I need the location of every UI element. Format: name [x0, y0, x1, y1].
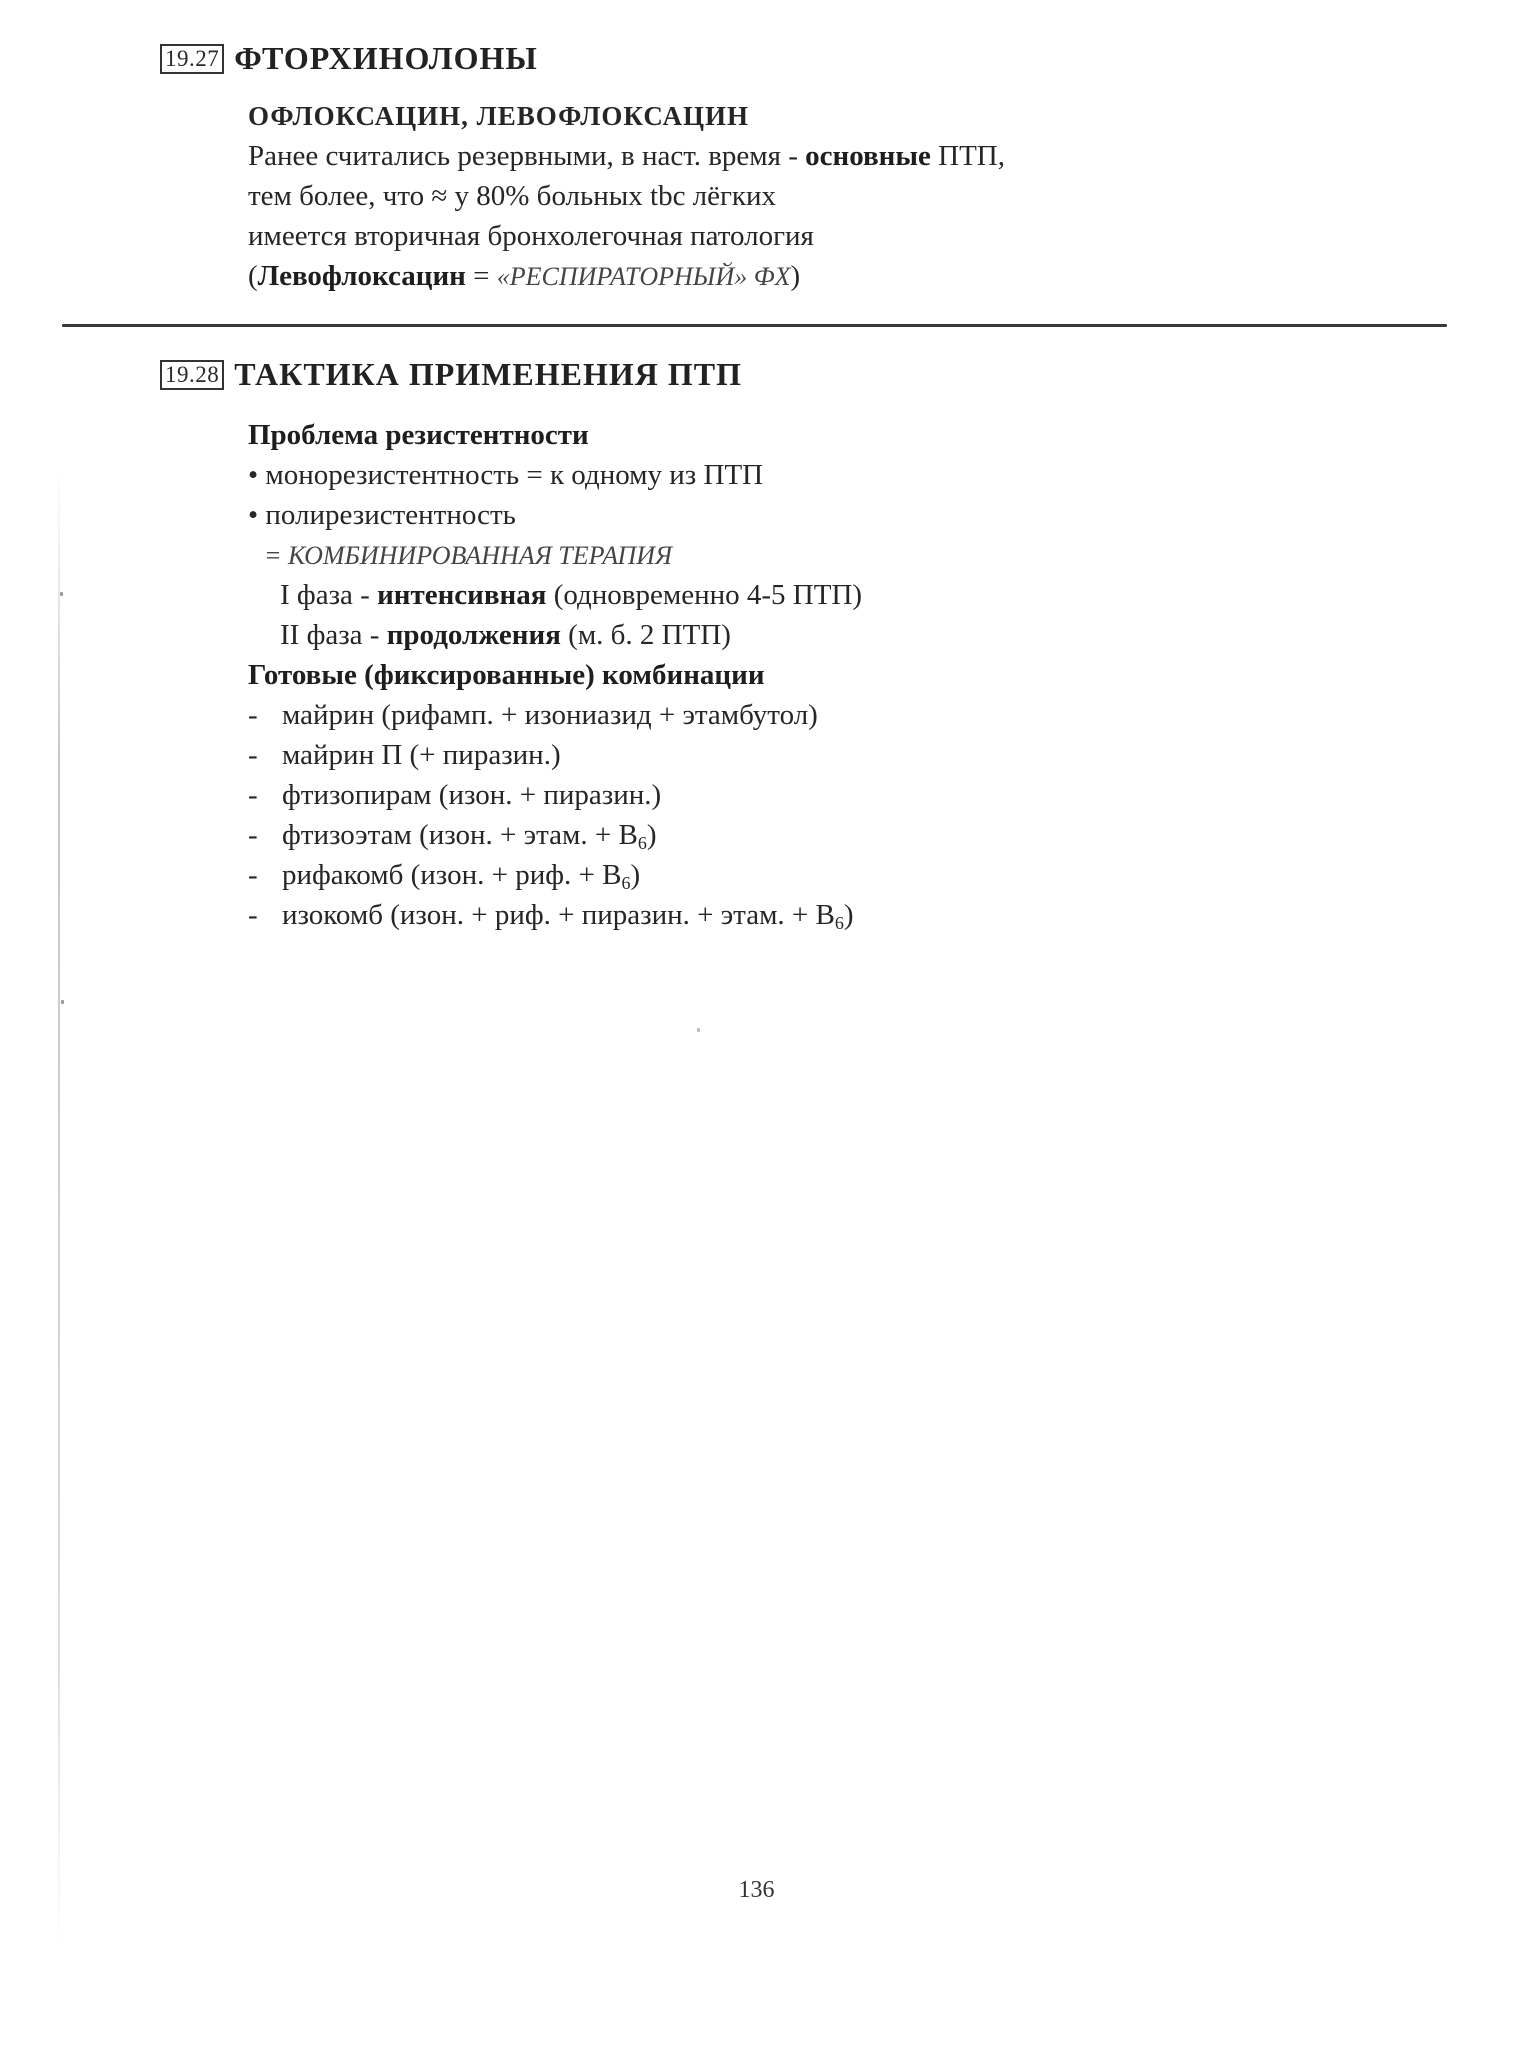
- text-line: тем более, что ≈ у 80% больных tbc лёгких: [248, 180, 777, 212]
- subscript: 6: [834, 913, 844, 933]
- subscript: 6: [621, 873, 631, 893]
- subscript: 6: [637, 833, 647, 853]
- list-item-text: майрин П (+ пиразин.): [282, 739, 561, 771]
- section-heading-tactics: [160, 356, 742, 393]
- text-span: ): [790, 260, 801, 292]
- scan-speck: [61, 1000, 64, 1004]
- resistance-heading: Проблема резистентности: [248, 419, 589, 451]
- list-item: [248, 735, 862, 775]
- list-dash: -: [248, 819, 258, 851]
- drug-subheading: ОФЛОКСАЦИН, ЛЕВОФЛОКСАЦИН: [248, 101, 749, 131]
- text-line: [248, 256, 1005, 296]
- list-item-text: изокомб (изон. + риф. + пиразин. + этам. + B: [282, 899, 835, 931]
- list-item: [248, 695, 862, 735]
- list-dash: -: [248, 739, 258, 771]
- list-item-text: ): [646, 819, 657, 851]
- list-item: [248, 855, 862, 895]
- section-divider: [62, 324, 1447, 327]
- text-span: (одновременно 4-5 ПТП): [546, 579, 863, 611]
- section-title: ТАКТИКА ПРИМЕНЕНИЯ ПТП: [234, 356, 742, 392]
- list-dash: -: [248, 899, 258, 931]
- section-body-fluoroquinolones: [248, 96, 1005, 296]
- bold-term: основные: [805, 140, 931, 172]
- list-item: [248, 775, 862, 815]
- section-number: 19.27: [160, 44, 224, 74]
- list-item-text: ): [843, 899, 854, 931]
- text-span: II фаза -: [280, 619, 387, 651]
- list-item: [248, 895, 862, 935]
- section-title: ФТОРХИНОЛОНЫ: [234, 40, 538, 76]
- text-span: =: [465, 260, 497, 292]
- list-dash: -: [248, 859, 258, 891]
- page-number: 136: [738, 1877, 775, 1903]
- scan-speck: [60, 592, 63, 596]
- bold-term: интенсивная: [377, 579, 547, 611]
- list-item: [248, 815, 862, 855]
- text-span: ПТП,: [930, 140, 1005, 172]
- text-span: I фаза -: [280, 579, 378, 611]
- bold-term: продолжения: [386, 619, 561, 651]
- list-item-text: фтизоэтам (изон. + этам. + B: [282, 819, 638, 851]
- combinations-heading: Готовые (фиксированные) комбинации: [248, 659, 765, 691]
- list-dash: -: [248, 699, 258, 731]
- phase-line: [248, 575, 862, 615]
- section-body-tactics: [248, 415, 862, 935]
- phase-line: [248, 615, 862, 655]
- bold-term: Левофлоксацин: [257, 260, 466, 292]
- scan-speck: [697, 1028, 700, 1032]
- section-heading-fluoroquinolones: [160, 40, 538, 77]
- list-item-text: майрин (рифамп. + изониазид + этамбутол): [282, 699, 818, 731]
- italic-term: = КОМБИНИРОВАННАЯ ТЕРАПИЯ: [264, 541, 673, 570]
- list-item-text: фтизопирам (изон. + пиразин.): [282, 779, 662, 811]
- list-item-text: рифакомб (изон. + риф. + B: [282, 859, 622, 891]
- scan-binding-edge: [58, 470, 60, 1950]
- italic-term: «РЕСПИРАТОРНЫЙ» ФХ: [496, 262, 791, 291]
- list-item-text: ): [630, 859, 641, 891]
- text-line: имеется вторичная бронхолегочная патология: [248, 220, 814, 252]
- bullet-item: • полирезистентность: [248, 499, 516, 531]
- list-dash: -: [248, 779, 258, 811]
- text-span: (: [248, 260, 258, 292]
- text-line: [248, 136, 1005, 176]
- text-span: Ранее считались резервными, в наст. время -: [248, 140, 806, 172]
- bullet-item: • монорезистентность = к одному из ПТП: [248, 459, 764, 491]
- text-span: (м. б. 2 ПТП): [560, 619, 731, 651]
- section-number: 19.28: [160, 360, 224, 390]
- combined-therapy-line: [248, 535, 862, 575]
